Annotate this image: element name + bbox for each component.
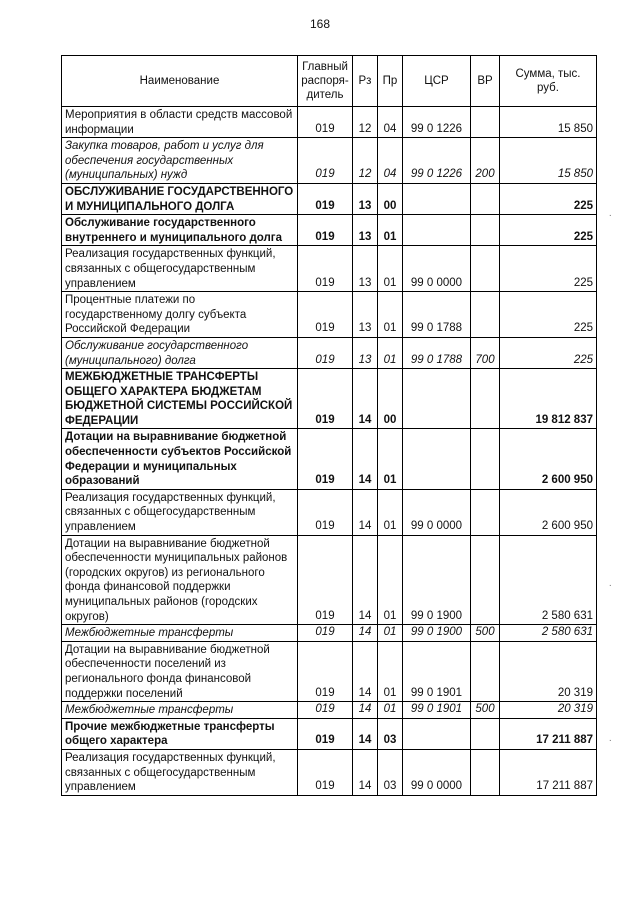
cell-sum: 2 580 631 <box>500 625 597 642</box>
cell-csr: 99 0 0000 <box>403 489 471 535</box>
cell-vr <box>471 215 500 246</box>
cell-csr: 99 0 1788 <box>403 337 471 368</box>
cell-pr: 01 <box>378 641 403 701</box>
cell-vr <box>471 535 500 625</box>
cell-pr: 01 <box>378 429 403 489</box>
cell-sum: 225 <box>500 292 597 338</box>
table-row <box>62 749 597 795</box>
cell-pr: 01 <box>378 215 403 246</box>
table-header-row <box>62 56 597 107</box>
cell-name: Межбюджетные трансферты <box>62 625 298 642</box>
cell-grbs: 019 <box>298 246 353 292</box>
cell-csr: 99 0 1900 <box>403 625 471 642</box>
header-pr: Пр <box>378 56 403 107</box>
cell-grbs: 019 <box>298 107 353 138</box>
cell-pr: 01 <box>378 489 403 535</box>
cell-vr <box>471 489 500 535</box>
cell-name: Мероприятия в области средств массовой информации <box>62 107 298 138</box>
cell-csr: 99 0 1788 <box>403 292 471 338</box>
cell-pr: 01 <box>378 535 403 625</box>
cell-pr: 01 <box>378 625 403 642</box>
cell-sum: 225 <box>500 215 597 246</box>
margin-dot: · <box>608 580 612 591</box>
cell-name: Прочие межбюджетные трансферты общего характера <box>62 718 298 749</box>
cell-name: Обслуживание государственного (муниципального) долга <box>62 337 298 368</box>
cell-sum: 19 812 837 <box>500 369 597 429</box>
cell-rz: 14 <box>353 641 378 701</box>
cell-sum: 15 850 <box>500 138 597 184</box>
cell-pr: 04 <box>378 138 403 184</box>
table-row <box>62 489 597 535</box>
cell-vr <box>471 641 500 701</box>
header-csr: ЦСР <box>403 56 471 107</box>
cell-csr: 99 0 0000 <box>403 749 471 795</box>
table-row <box>62 625 597 642</box>
table-row <box>62 718 597 749</box>
cell-vr: 200 <box>471 138 500 184</box>
cell-csr: 99 0 0000 <box>403 246 471 292</box>
cell-vr <box>471 749 500 795</box>
margin-dot: · <box>608 735 612 746</box>
budget-table <box>61 55 597 796</box>
cell-name: Дотации на выравнивание бюджетной обеспеченности муниципальных районов (городских округов) из регионального фонда финансовой поддержки муниципальных районов (городских округов) <box>62 535 298 625</box>
cell-sum: 20 319 <box>500 702 597 719</box>
cell-grbs: 019 <box>298 535 353 625</box>
cell-name: Реализация государственных функций, связанных с общегосударственным управлением <box>62 489 298 535</box>
cell-vr: 700 <box>471 337 500 368</box>
cell-rz: 13 <box>353 292 378 338</box>
cell-csr: 99 0 1900 <box>403 535 471 625</box>
cell-rz: 14 <box>353 535 378 625</box>
cell-name: Процентные платежи по государственному долгу субъекта Российской Федерации <box>62 292 298 338</box>
cell-name: Дотации на выравнивание бюджетной обеспеченности субъектов Российской Федерации и муниципальных образований <box>62 429 298 489</box>
cell-name: Реализация государственных функций, связанных с общегосударственным управлением <box>62 749 298 795</box>
cell-grbs: 019 <box>298 183 353 214</box>
cell-vr <box>471 292 500 338</box>
cell-pr: 03 <box>378 749 403 795</box>
cell-rz: 14 <box>353 489 378 535</box>
cell-rz: 12 <box>353 107 378 138</box>
cell-sum: 2 600 950 <box>500 489 597 535</box>
cell-grbs: 019 <box>298 749 353 795</box>
table-row <box>62 292 597 338</box>
cell-csr <box>403 183 471 214</box>
cell-rz: 14 <box>353 718 378 749</box>
cell-name: МЕЖБЮДЖЕТНЫЕ ТРАНСФЕРТЫ ОБЩЕГО ХАРАКТЕРА БЮДЖЕТАМ БЮДЖЕТНОЙ СИСТЕМЫ РОССИЙСКОЙ ФЕДЕРАЦИИ <box>62 369 298 429</box>
cell-rz: 14 <box>353 702 378 719</box>
header-grbs: Главный распоря-дитель <box>298 56 353 107</box>
cell-grbs: 019 <box>298 625 353 642</box>
margin-dot: · <box>608 210 612 221</box>
cell-csr <box>403 429 471 489</box>
cell-rz: 14 <box>353 369 378 429</box>
cell-pr: 01 <box>378 292 403 338</box>
cell-sum: 17 211 887 <box>500 718 597 749</box>
cell-pr: 03 <box>378 718 403 749</box>
table-row <box>62 369 597 429</box>
cell-csr: 99 0 1901 <box>403 641 471 701</box>
cell-rz: 14 <box>353 429 378 489</box>
cell-grbs: 019 <box>298 369 353 429</box>
table-row <box>62 641 597 701</box>
cell-rz: 13 <box>353 215 378 246</box>
cell-vr <box>471 429 500 489</box>
cell-vr <box>471 246 500 292</box>
table-body <box>62 107 597 796</box>
table-row <box>62 138 597 184</box>
cell-csr <box>403 718 471 749</box>
cell-name: ОБСЛУЖИВАНИЕ ГОСУДАРСТВЕННОГО И МУНИЦИПАЛЬНОГО ДОЛГА <box>62 183 298 214</box>
cell-sum: 2 600 950 <box>500 429 597 489</box>
cell-csr: 99 0 1226 <box>403 138 471 184</box>
cell-name: Обслуживание государственного внутреннего и муниципального долга <box>62 215 298 246</box>
cell-name: Реализация государственных функций, связанных с общегосударственным управлением <box>62 246 298 292</box>
cell-vr <box>471 718 500 749</box>
cell-sum: 225 <box>500 337 597 368</box>
cell-pr: 00 <box>378 183 403 214</box>
cell-rz: 14 <box>353 749 378 795</box>
cell-pr: 01 <box>378 702 403 719</box>
header-name: Наименование <box>62 56 298 107</box>
cell-rz: 13 <box>353 183 378 214</box>
cell-sum: 225 <box>500 246 597 292</box>
cell-grbs: 019 <box>298 215 353 246</box>
cell-sum: 225 <box>500 183 597 214</box>
cell-csr: 99 0 1226 <box>403 107 471 138</box>
table-row <box>62 246 597 292</box>
cell-pr: 04 <box>378 107 403 138</box>
cell-grbs: 019 <box>298 292 353 338</box>
cell-pr: 01 <box>378 337 403 368</box>
cell-grbs: 019 <box>298 429 353 489</box>
cell-grbs: 019 <box>298 138 353 184</box>
cell-pr: 00 <box>378 369 403 429</box>
table-row <box>62 183 597 214</box>
header-sum: Сумма, тыс. руб. <box>500 56 597 107</box>
cell-sum: 20 319 <box>500 641 597 701</box>
header-rz: Рз <box>353 56 378 107</box>
cell-name: Межбюджетные трансферты <box>62 702 298 719</box>
cell-rz: 13 <box>353 246 378 292</box>
cell-pr: 01 <box>378 246 403 292</box>
cell-rz: 14 <box>353 625 378 642</box>
cell-grbs: 019 <box>298 489 353 535</box>
table-row <box>62 337 597 368</box>
cell-sum: 17 211 887 <box>500 749 597 795</box>
table-row <box>62 215 597 246</box>
cell-name: Дотации на выравнивание бюджетной обеспеченности поселений из регионального фонда финансовой поддержки поселений <box>62 641 298 701</box>
page-number: 168 <box>309 17 331 31</box>
header-vr: ВР <box>471 56 500 107</box>
cell-csr <box>403 369 471 429</box>
cell-name: Закупка товаров, работ и услуг для обеспечения государственных (муниципальных) нужд <box>62 138 298 184</box>
cell-sum: 15 850 <box>500 107 597 138</box>
cell-rz: 13 <box>353 337 378 368</box>
cell-grbs: 019 <box>298 718 353 749</box>
cell-csr <box>403 215 471 246</box>
cell-grbs: 019 <box>298 337 353 368</box>
table-row <box>62 107 597 138</box>
cell-csr: 99 0 1901 <box>403 702 471 719</box>
cell-rz: 12 <box>353 138 378 184</box>
cell-sum: 2 580 631 <box>500 535 597 625</box>
table-row <box>62 702 597 719</box>
cell-vr <box>471 369 500 429</box>
cell-grbs: 019 <box>298 641 353 701</box>
table-row <box>62 535 597 625</box>
cell-vr <box>471 183 500 214</box>
cell-vr <box>471 107 500 138</box>
table-row <box>62 429 597 489</box>
cell-vr: 500 <box>471 625 500 642</box>
cell-vr: 500 <box>471 702 500 719</box>
cell-grbs: 019 <box>298 702 353 719</box>
